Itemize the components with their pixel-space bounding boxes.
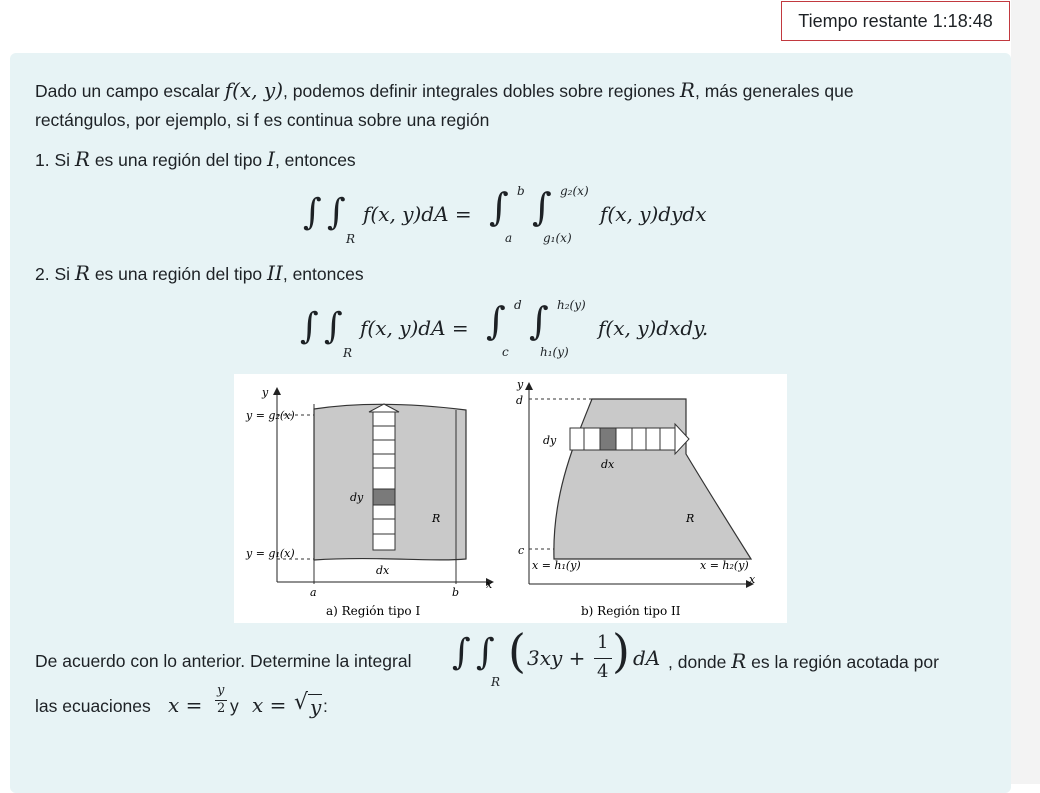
time-remaining-box bbox=[781, 1, 1010, 41]
svg-text:dy: dy bbox=[543, 434, 557, 447]
case-1-text: 1. Si R es una región del tipo I, entonces bbox=[35, 147, 356, 171]
vertical-strip bbox=[369, 404, 399, 550]
svg-text:dx: dx bbox=[376, 564, 390, 577]
svg-text:c: c bbox=[518, 544, 525, 557]
svg-text:x = h₂(y): x = h₂(y) bbox=[700, 559, 749, 572]
intro-line-2: rectángulos, por ejemplo, si f es continua sobre una región bbox=[35, 110, 490, 130]
svg-text:dx: dx bbox=[601, 458, 615, 471]
page-scrollbar[interactable] bbox=[1011, 0, 1040, 784]
svg-text:x = h₁(y): x = h₁(y) bbox=[532, 559, 581, 572]
timer-label: Tiempo restante bbox=[798, 11, 928, 31]
svg-text:b: b bbox=[452, 586, 460, 599]
fxy-math: f(x, y) bbox=[224, 78, 284, 102]
svg-text:R: R bbox=[686, 512, 695, 525]
svg-text:R: R bbox=[432, 512, 441, 525]
svg-text:d: d bbox=[516, 394, 524, 407]
horizontal-strip bbox=[570, 424, 689, 454]
timer-value: 1:18:48 bbox=[932, 11, 993, 31]
region-type-2-diagram bbox=[516, 378, 756, 618]
intro-line-1: Dado un campo escalar f(x, y), podemos definir integrales dobles sobre regiones R, más generales que bbox=[35, 78, 854, 102]
svg-text:a: a bbox=[310, 586, 317, 599]
svg-text:y: y bbox=[262, 386, 269, 399]
svg-text:y = g₁(x): y = g₁(x) bbox=[246, 547, 295, 560]
region-figure bbox=[234, 374, 787, 623]
caption-type-1: a) Región tipo I bbox=[326, 604, 421, 618]
case-2-text: 2. Si R es una región del tipo II, entonces bbox=[35, 261, 364, 285]
caption-type-2: b) Región tipo II bbox=[581, 604, 681, 618]
svg-text:y = g₂(x): y = g₂(x) bbox=[246, 409, 295, 422]
svg-text:dy: dy bbox=[350, 491, 364, 504]
svg-text:x: x bbox=[749, 573, 756, 586]
region-type-1-diagram bbox=[245, 386, 493, 618]
svg-text:x: x bbox=[486, 578, 493, 591]
svg-text:y: y bbox=[517, 378, 524, 391]
